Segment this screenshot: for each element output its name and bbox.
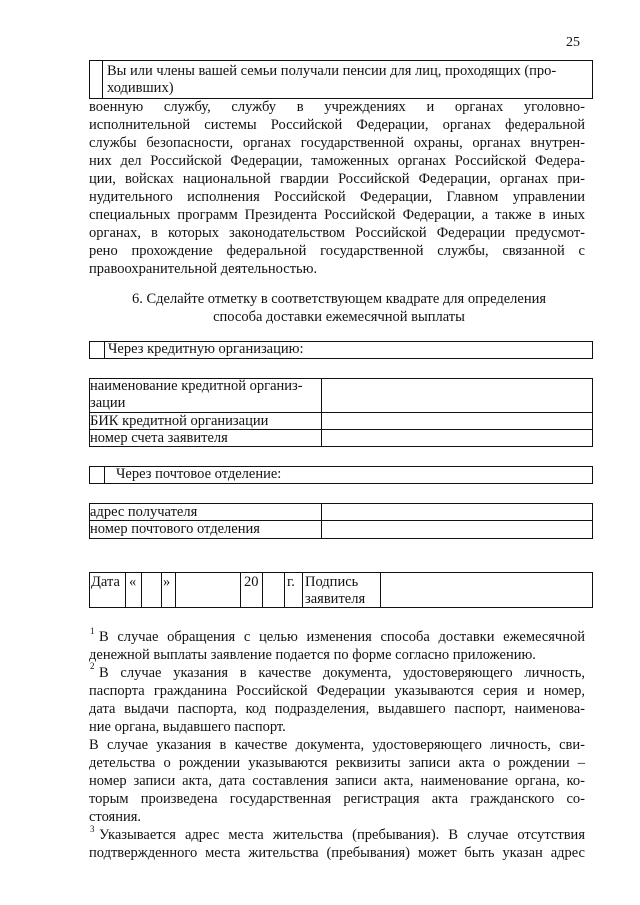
- date-year-suffix: г.: [287, 574, 295, 590]
- date-year-prefix: 20: [244, 574, 259, 590]
- date-table-divider: [284, 572, 285, 607]
- continuation-line: правоохранительной деятельностью.: [89, 261, 318, 277]
- footnote2-cont-line: номер записи акта, дата составления записи акта, наименование органа, ко-: [89, 773, 585, 789]
- date-table-divider: [240, 572, 241, 607]
- post-office-number-field[interactable]: [323, 522, 589, 536]
- pension-question-line2: ходивших): [107, 80, 174, 96]
- pension-continuation: [89, 98, 585, 278]
- date-label: Дата: [91, 574, 120, 590]
- signature-field[interactable]: [381, 573, 590, 605]
- footnote2-cont-line: торым произведена государственная регистрация акта гражданского со-: [89, 791, 585, 807]
- date-month-field[interactable]: [176, 573, 239, 605]
- post-office-checkbox-divider: [104, 466, 105, 483]
- account-number-label: номер счета заявителя: [90, 430, 228, 446]
- footnote3-line: Указывается адрес места жительства (пребывания). В случае отсутствия: [99, 827, 585, 843]
- date-table-divider: [161, 572, 162, 607]
- footnote1-marker: 1: [90, 626, 95, 636]
- account-number-field[interactable]: [323, 431, 589, 445]
- credit-org-option-label: Через кредитную организацию:: [108, 341, 304, 357]
- post-office-number-label: номер почтового отделения: [90, 521, 260, 537]
- continuation-line: рено прохождение федеральной государственной службы, связанной с: [89, 243, 585, 259]
- footnote3-marker: 3: [90, 824, 95, 834]
- date-table-divider: [302, 572, 303, 607]
- date-year-field[interactable]: [263, 573, 283, 605]
- footnote3-line: подтвержденного места жительства (пребывания) может быть указан адрес: [89, 845, 585, 861]
- section6-heading-line2: способа доставки ежемесячной выплаты: [213, 309, 465, 325]
- footnote1: [89, 628, 585, 664]
- footnote2-cont-line: детельства о рождении указываются реквизиты записи акта о рождении –: [89, 755, 585, 771]
- signature-label-line2: заявителя: [305, 591, 366, 607]
- footnote2-line: В случае указания в качестве документа, удостоверяющего личность,: [99, 665, 585, 681]
- continuation-line: них дел Российской Федерации, таможенных органах Российской Федера-: [89, 153, 585, 169]
- section6-heading: [89, 290, 589, 326]
- post-office-checkbox[interactable]: [90, 467, 104, 482]
- page-number: 25: [566, 35, 580, 50]
- pension-checkbox-divider: [102, 60, 103, 98]
- section6-heading-line1: 6. Сделайте отметку в соответствующем квадрате для определения: [131, 291, 547, 307]
- continuation-line: органах, в которых законодательством Российской Федерации предусмот-: [89, 225, 585, 241]
- pension-question-line1: Вы или члены вашей семьи получали пенсии для лиц, проходящих (про-: [107, 63, 557, 79]
- footnote3: [89, 826, 585, 862]
- footnote2-cont-line: В случае указания в качестве документа, удостоверяющего личность, сви-: [89, 737, 585, 753]
- continuation-line: военную службу, службу в учреждениях и органах уголовно-: [89, 99, 585, 115]
- credit-org-bik-label: БИК кредитной организации: [90, 413, 269, 429]
- date-day-field[interactable]: [142, 573, 160, 605]
- credit-org-checkbox[interactable]: [90, 342, 104, 357]
- footnote2-marker: 2: [90, 661, 95, 671]
- footnote2-continuation: [89, 736, 585, 826]
- credit-org-checkbox-divider: [104, 341, 105, 358]
- credit-org-name-label-line2: зации: [90, 395, 126, 411]
- date-table-divider: [125, 572, 126, 607]
- credit-org-bik-field[interactable]: [323, 414, 589, 428]
- credit-org-name-label-line1: наименование кредитной организ-: [90, 378, 303, 394]
- date-quote-close: »: [163, 574, 171, 590]
- continuation-line: специальных программ Президента Российской Федерации, а также в иных: [89, 207, 585, 223]
- footnote1-line: В случае обращения с целью изменения способа доставки ежемесячной: [99, 629, 585, 645]
- footnote1-line: денежной выплаты заявление подается по форме согласно приложению.: [89, 647, 536, 663]
- pension-checkbox[interactable]: [90, 61, 102, 97]
- credit-org-name-field[interactable]: [323, 380, 589, 411]
- continuation-line: ции, войсках национальной гвардии Российской Федерации, органах при-: [89, 171, 585, 187]
- footnote2-line: паспорта гражданина Российской Федерации указываются серия и номер,: [89, 683, 585, 699]
- continuation-line: службы безопасности, органах государственной охраны, органах внутрен-: [89, 135, 585, 151]
- date-quote-open: «: [129, 574, 137, 590]
- recipient-address-field[interactable]: [323, 505, 589, 519]
- footnote2-line: дата выдачи паспорта, код подразделения, выдавшего паспорт, наименова-: [89, 701, 585, 717]
- continuation-line: нудительного исполнения Российской Федерации, Главном управлении: [89, 189, 585, 205]
- footnote2-line: ние органа, выдавшего паспорт.: [89, 719, 286, 735]
- signature-label-line1: Подпись: [305, 574, 359, 590]
- post-office-option-label: Через почтовое отделение:: [116, 466, 282, 482]
- footnote2-cont-line: стояния.: [89, 809, 142, 825]
- recipient-address-label: адрес получателя: [90, 504, 198, 520]
- footnote2: [89, 661, 585, 736]
- continuation-line: исполнительной системы Российской Федерации, органах федеральной: [89, 117, 585, 133]
